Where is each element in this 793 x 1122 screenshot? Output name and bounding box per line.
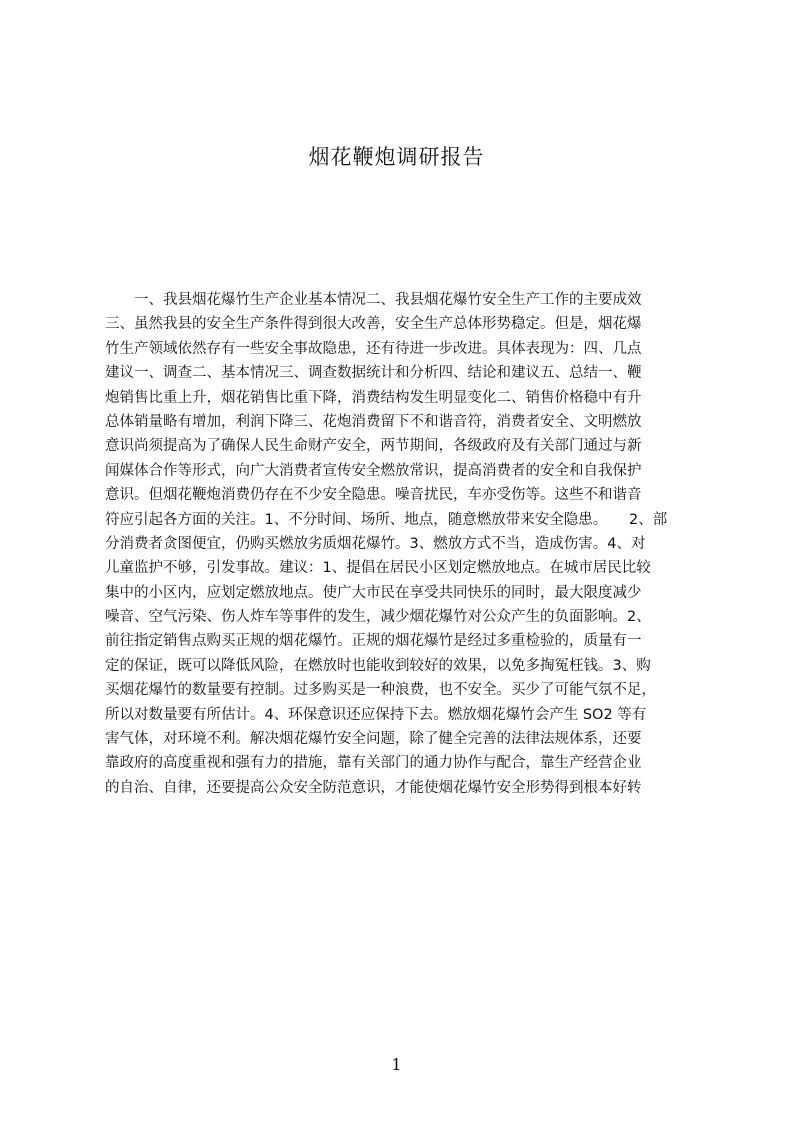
document-title: 烟花鞭炮调研报告 xyxy=(308,145,485,169)
document-body xyxy=(105,288,698,800)
page-number: 1 xyxy=(391,1055,402,1074)
body-line: 前往指定销售点购买正规的烟花爆竹。正规的烟花爆竹是经过多重检验的，质量有一 xyxy=(105,633,642,650)
body-line: 总体销量略有增加，利润下降三、花炮消费留下不和谐音符，消费者安全、文明燃放 xyxy=(105,413,642,430)
body-line: 竹生产领域依然存有一些安全事故隐患，还有待进一步改进。具体表现为：四、几点 xyxy=(105,340,642,357)
body-line: 集中的小区内，应划定燃放地点。使广大市民在享受共同快乐的同时，最大限度减少 xyxy=(105,584,642,601)
body-line: 炮销售比重上升，烟花销售比重下降，消费结构发生明显变化二、销售价格稳中有升 xyxy=(105,389,642,406)
body-line: 意识。但烟花鞭炮消费仍存在不少安全隐患。噪音扰民，车亦受伤等。这些不和谐音 xyxy=(105,487,642,504)
body-line: 意识尚须提高为了确保人民生命财产安全，两节期间，各级政府及有关部门通过与新 xyxy=(105,438,642,455)
body-line: 买烟花爆竹的数量要有控制。过多购买是一种浪费，也不安全。买少了可能气氛不足， xyxy=(105,682,656,699)
body-line: 儿童监护不够，引发事故。建议：1、提倡在居民小区划定燃放地点。在城市居民比较 xyxy=(105,560,651,577)
body-line: 三、虽然我县的安全生产条件得到很大改善，安全生产总体形势稳定。但是，烟花爆 xyxy=(105,316,642,333)
body-line: 定的保证，既可以降低风险，在燃放时也能收到较好的效果，以免多掏冤枉钱。3、购 xyxy=(105,657,651,674)
body-line: 闻媒体合作等形式，向广大消费者宣传安全燃放常识，提高消费者的安全和自我保护 xyxy=(105,462,642,479)
body-line: 的自治、自律，还要提高公众安全防范意识，才能使烟花爆竹安全形势得到根本好转 xyxy=(105,779,642,796)
body-line: 符应引起各方面的关注。1、不分时间、场所、地点，随意燃放带来安全隐患。 2、部 xyxy=(105,511,668,528)
body-line: 分消费者贪图便宜，仍购买燃放劣质烟花爆竹。3、燃放方式不当，造成伤害。4、对 xyxy=(105,535,646,552)
body-line: 所以对数量要有所估计。4、环保意识还应保持下去。燃放烟花爆竹会产生 SO2 等有 xyxy=(105,706,647,723)
body-line: 一、我县烟花爆竹生产企业基本情况二、我县烟花爆竹安全生产工作的主要成效 xyxy=(105,292,642,308)
body-line: 靠政府的高度重视和强有力的措施，靠有关部门的通力协作与配合，靠生产经营企业 xyxy=(105,755,642,772)
body-line: 建议一、调查二、基本情况三、调查数据统计和分析四、结论和建议五、总结一、鞭 xyxy=(105,365,642,382)
body-line: 害气体，对环境不利。解决烟花爆竹安全问题，除了健全完善的法律法规体系，还要 xyxy=(105,731,642,748)
body-line: 噪音、空气污染、伤人炸车等事件的发生，减少烟花爆竹对公众产生的负面影响。2、 xyxy=(105,609,651,626)
